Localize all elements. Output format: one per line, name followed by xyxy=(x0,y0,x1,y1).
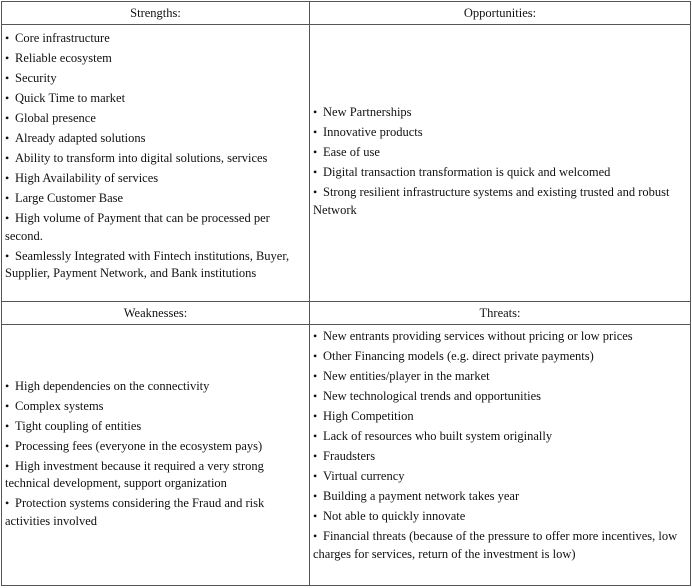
list-item xyxy=(313,124,687,144)
swot-table xyxy=(1,1,691,586)
header-row-bottom xyxy=(2,302,691,325)
list-item xyxy=(5,110,306,130)
list-item-text: High Availability of services xyxy=(15,171,159,185)
opportunities-list xyxy=(313,104,687,222)
list-item xyxy=(5,495,306,533)
list-item xyxy=(5,210,306,248)
list-item-text: Global presence xyxy=(15,111,96,125)
list-item xyxy=(313,328,687,348)
bullet-icon: • xyxy=(5,378,10,393)
bullet-icon: • xyxy=(5,191,10,205)
list-item xyxy=(5,130,306,150)
list-item-text: High dependencies on the connectivity xyxy=(15,378,210,393)
list-item-text: Reliable ecosystem xyxy=(15,51,112,65)
list-item xyxy=(5,190,306,210)
strengths-list xyxy=(5,30,306,285)
list-item-text: Lack of resources who built system originally xyxy=(323,429,553,443)
list-item-text: New technological trends and opportunities xyxy=(323,389,541,403)
threats-header: Threats: xyxy=(310,302,691,325)
bullet-icon: • xyxy=(313,409,318,423)
opportunities-cell xyxy=(310,25,691,302)
bullet-icon: • xyxy=(5,171,10,185)
list-item-text: Financial threats (because of the pressure to offer more incentives, low charges for services, return of the investment is low) xyxy=(313,529,678,561)
threats-cell xyxy=(310,325,691,586)
bullet-icon: • xyxy=(5,51,10,65)
list-item xyxy=(5,398,306,418)
strengths-cell xyxy=(2,25,310,302)
list-item-text: New Partnerships xyxy=(323,105,412,120)
list-item xyxy=(313,528,687,566)
bullet-icon: • xyxy=(5,71,10,85)
list-item xyxy=(313,508,687,528)
bullet-icon: • xyxy=(5,151,10,165)
list-item xyxy=(313,448,687,468)
list-item xyxy=(313,488,687,508)
list-item xyxy=(313,104,687,124)
list-item xyxy=(313,408,687,428)
list-item-text: New entities/player in the market xyxy=(323,369,490,383)
list-item-text: Large Customer Base xyxy=(15,191,124,205)
bullet-icon: • xyxy=(5,111,10,125)
bullet-icon: • xyxy=(5,131,10,145)
bullet-icon: • xyxy=(313,185,318,200)
list-item-text: Virtual currency xyxy=(323,469,405,483)
list-item-text: Already adapted solutions xyxy=(15,131,146,145)
bullet-icon: • xyxy=(5,458,10,473)
list-item xyxy=(5,438,306,458)
bullet-icon: • xyxy=(313,369,318,383)
bullet-icon: • xyxy=(313,329,318,343)
list-item xyxy=(313,348,687,368)
bullet-icon: • xyxy=(313,105,318,120)
list-item-text: Building a payment network takes year xyxy=(323,489,520,503)
list-item-text: Protection systems considering the Fraud and risk activities involved xyxy=(5,496,265,528)
list-item xyxy=(313,428,687,448)
list-item xyxy=(313,184,687,222)
list-item-text: Seamlessly Integrated with Fintech institutions, Buyer, Supplier, Payment Network, and Bank institutions xyxy=(5,248,290,280)
list-item-text: Other Financing models (e.g. direct private payments) xyxy=(323,349,594,363)
list-item xyxy=(313,144,687,164)
list-item xyxy=(5,150,306,170)
list-item-text: Complex systems xyxy=(15,398,104,413)
bullet-icon: • xyxy=(5,496,10,510)
opportunities-header: Opportunities: xyxy=(310,2,691,25)
list-item xyxy=(313,388,687,408)
bullet-icon: • xyxy=(5,248,10,263)
strengths-header: Strengths: xyxy=(2,2,310,25)
list-item-text: Security xyxy=(15,71,57,85)
body-row-bottom xyxy=(2,325,691,586)
list-item-text: Tight coupling of entities xyxy=(15,418,142,433)
bullet-icon: • xyxy=(5,31,10,45)
list-item-text: Fraudsters xyxy=(323,449,376,463)
bullet-icon: • xyxy=(5,398,10,413)
list-item xyxy=(313,164,687,184)
bullet-icon: • xyxy=(313,349,318,363)
bullet-icon: • xyxy=(313,529,318,543)
list-item xyxy=(5,248,306,286)
bullet-icon: • xyxy=(5,91,10,105)
bullet-icon: • xyxy=(5,418,10,433)
bullet-icon: • xyxy=(313,489,318,503)
list-item-text: High Competition xyxy=(323,409,414,423)
list-item-text: Quick Time to market xyxy=(15,91,126,105)
list-item xyxy=(5,50,306,70)
list-item xyxy=(313,468,687,488)
list-item xyxy=(5,30,306,50)
list-item xyxy=(5,70,306,90)
list-item-text: High volume of Payment that can be processed per second. xyxy=(5,211,270,243)
threats-list xyxy=(313,328,687,566)
bullet-icon: • xyxy=(313,145,318,160)
list-item xyxy=(5,418,306,438)
bullet-icon: • xyxy=(313,429,318,443)
list-item xyxy=(5,378,306,398)
weaknesses-list xyxy=(5,378,306,533)
list-item-text: Digital transaction transformation is quick and welcomed xyxy=(323,165,611,180)
list-item-text: Ability to transform into digital solutions, services xyxy=(15,151,268,165)
bullet-icon: • xyxy=(313,165,318,180)
body-row-top xyxy=(2,25,691,302)
weaknesses-header: Weaknesses: xyxy=(2,302,310,325)
list-item xyxy=(5,170,306,190)
list-item-text: High investment because it required a very strong technical development, support organization xyxy=(5,458,264,490)
list-item-text: Strong resilient infrastructure systems and existing trusted and robust Network xyxy=(313,185,670,217)
list-item-text: Processing fees (everyone in the ecosystem pays) xyxy=(15,438,263,453)
list-item xyxy=(5,458,306,496)
list-item xyxy=(5,90,306,110)
weaknesses-cell xyxy=(2,325,310,586)
list-item xyxy=(313,368,687,388)
bullet-icon: • xyxy=(5,211,10,225)
bullet-icon: • xyxy=(313,469,318,483)
list-item-text: Innovative products xyxy=(323,125,423,140)
header-row-top xyxy=(2,2,691,25)
bullet-icon: • xyxy=(313,389,318,403)
list-item-text: Core infrastructure xyxy=(15,31,110,45)
bullet-icon: • xyxy=(313,449,318,463)
list-item-text: New entrants providing services without pricing or low prices xyxy=(323,329,633,343)
list-item-text: Not able to quickly innovate xyxy=(323,509,466,523)
bullet-icon: • xyxy=(5,438,10,453)
list-item-text: Ease of use xyxy=(323,145,380,160)
bullet-icon: • xyxy=(313,125,318,140)
bullet-icon: • xyxy=(313,509,318,523)
